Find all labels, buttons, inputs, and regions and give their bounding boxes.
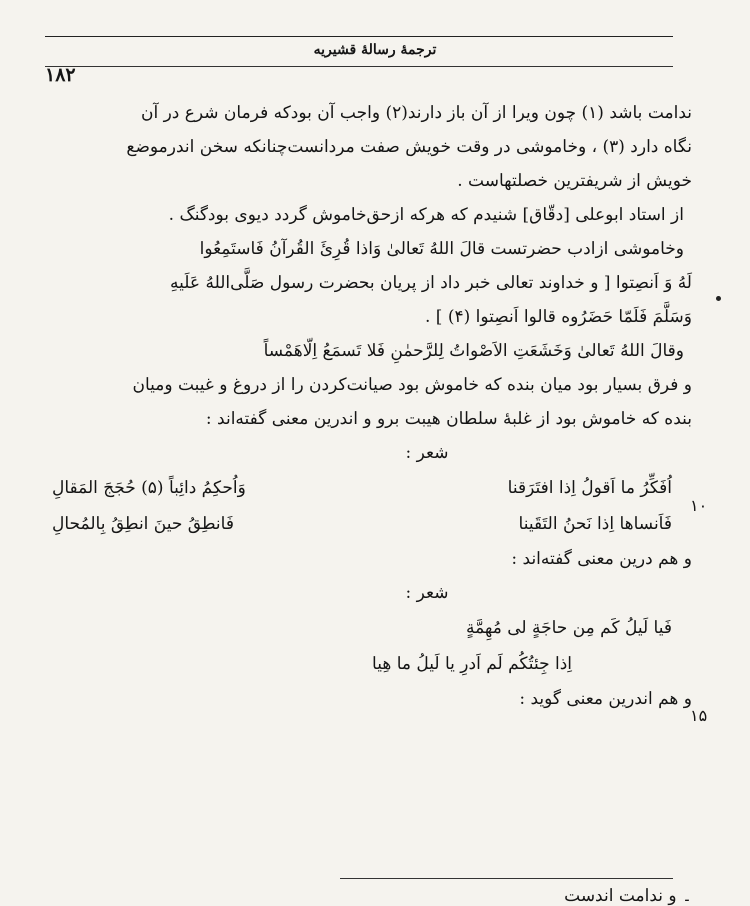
footnote-rule: [340, 878, 673, 879]
verse-2-hemistich-right: فَاَنساها اِذا نَحنُ التَقَینا: [518, 514, 672, 534]
verse-2-hemistich-left: فَانطِقُ حینَ انطِقُ بِالمُحالِ: [52, 514, 234, 534]
verse-row-3: [42, 610, 692, 646]
running-title: ترجمهٔ رسالهٔ قشیریه: [313, 42, 437, 58]
closing-line: و هم اندرین معنی گوید :: [519, 689, 692, 709]
text-line-6: لَهُ وَ اَنصِتوا [ و خداوند تعالی خبر داد از پریان بحضرت رسول صَلَّی‌اللهُ عَلَیهِ: [170, 273, 692, 293]
poem-label-1: شعر :: [405, 443, 449, 463]
text-line-10: بنده که خاموش بود از غلبهٔ سلطان هیبت برو و اندرین معنی گفته‌اند :: [205, 409, 692, 429]
top-rule: [45, 36, 673, 37]
verse-1-hemistich-right: اُفَکِّرُ ما اَقولُ اِذا افتَرَقنا: [507, 478, 672, 498]
poem-label-2: شعر :: [405, 583, 449, 603]
body-text: [42, 96, 692, 716]
text-line-9: و فرق بسیار بود میان بنده که خاموش بود صیانت‌کردن را از دروغ و غیبت ومیان: [132, 375, 692, 395]
text-line-8: وقالَ اللهُ تَعالیٰ وَخَشَعَتِ الاَصْواتُ لِلرَّحمٰنِ فَلا تَسمَعُ اِلّاهَمْساً: [263, 341, 684, 361]
header-rule: [45, 66, 673, 67]
mid-line: و هم درین معنی گفته‌اند :: [511, 549, 692, 569]
cut-off-line: ۔ و ندامت اندست: [564, 886, 692, 906]
text-line-1: ندامت باشد (۱) چون ویرا از آن باز دارند(۲) واجب آن بودکه فرمان شرع در آن: [140, 103, 692, 123]
verse-row-1: [42, 470, 692, 506]
verse-4: اِذا جِئتُکُم لَم اَدرِ یا لَیلُ ما هِیا: [372, 654, 572, 674]
text-line-4: از استاد ابوعلی [دقّاق] شنیدم که هرکه ازحق‌خاموش گردد دیوی بودگنگ .: [168, 205, 684, 225]
verse-3: فَیا لَیلُ کَم مِن حاجَةٍ لی مُهِمَّةٍ: [465, 618, 672, 638]
verse-row-2: [42, 506, 692, 542]
verse-1-hemistich-left: وَاُحکِمُ دائِباً (۵) حُجَجَ المَقالِ: [52, 478, 246, 498]
margin-dot: [716, 296, 721, 301]
line-number-10: ۱۰: [690, 496, 708, 515]
page-number: ۱۸۲: [45, 64, 76, 86]
text-line-5: وخاموشی ازادب حضرتست قالَ اللهُ تَعالیٰ وَاذا قُرِئَ القُرآنُ فَاستَمِعُوا: [199, 239, 684, 259]
verse-row-4: [42, 646, 692, 682]
text-line-2: نگاه دارد (۳) ، وخاموشی در وقت خویش صفت مردانست‌چنانکه سخن اندرموضع: [126, 137, 692, 157]
text-line-3: خویش از شریفترین خصلتهاست .: [457, 171, 692, 191]
line-number-15: ۱۵: [690, 706, 708, 725]
text-line-7: وَسَلَّمَ فَلَمّا حَضَرُوه قالوا اَنصِتوا (۴) ] .: [424, 307, 692, 327]
